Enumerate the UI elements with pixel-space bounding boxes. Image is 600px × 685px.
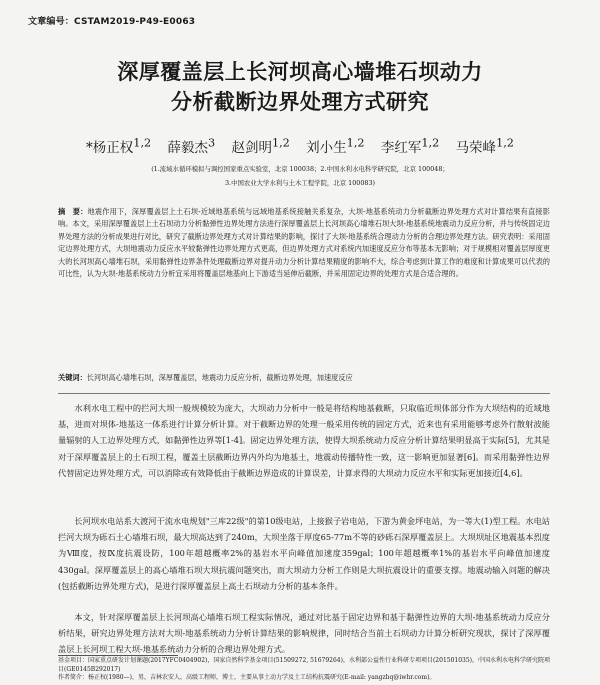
author: 刘小生$^{1,2}$ xyxy=(306,136,365,156)
paragraph: 本文，针对深厚覆盖层上长河坝高心墙堆石坝工程实际情况，通过对比基于固定边界和基于黏弹性边界的大坝-地基系统动力反应分析结果，研究边界处理方法对大坝-地基系统动力分析计算结果的影响规律，同时结合当前土石坝动力计算分析研究现状，探讨了深厚覆盖层上长河坝工程大坝-地基系统动力分析的合理边界处理方式。 xyxy=(58,612,550,655)
author: 赵剑明$^{1,2}$ xyxy=(231,136,290,156)
paragraph: 长河坝水电站系大渡河干流水电规划"三库22级"的第10级电站，上接猴子岩电站，下游为黄金坪电站，为一等大(1)型工程。水电站拦河大坝为砾石土心墙堆石坝，最大坝高达到了240m，大坝坐落于厚度65-77m不等的砂砾石深厚覆盖层上。大坝坝址区地震基本烈度为Ⅷ度，按Ⅸ度抗震设防，100年超越概率2%的基岩水平向峰值加速度359gal；100年超越概率1%的基岩水平向峰值加速度430gal。深厚覆盖层上的高心墙堆石坝大坝抗震问题突出，而大坝动力分析工作则是大坝抗震设计的重要支撑。地震动输入问题的解决(包括截断边界处理方式)，是进行深厚覆盖层上高土石坝动力分析的基本条件。 xyxy=(58,516,550,591)
keywords xyxy=(58,372,550,384)
author: *杨正权$^{1,2}$ xyxy=(86,136,152,156)
paragraph: 水利水电工程中的拦河大坝一般规模较为庞大，大坝动力分析中一般是将结构地基截断，只取临近坝体部分作为大坝结构的近域地基，进而对坝体-地基这一体系进行计算分析计算。对于截断边界的处理一般采用传统的固定方式，近来也有采用能够考虑外行散射波能量辐射的人工边界处理方式，如黏弹性边界等[1-4]。固定边界处理方法，使得大坝系统动力反应分析计算结果明显高于实际[5]，尤其是对于深厚覆盖层上的土石坝工程，覆盖土层截断边界内外均为地基土，地震动传播特性一致，这一影响更加显著[6]。而采用黏弹性边界代替固定边界处理方式，可以消除或有效降低由于截断边界造成的计算误差，计算求得的大坝动力反应水平和实际更加接近[4,6]。 xyxy=(58,403,550,478)
author-list xyxy=(0,136,600,156)
footnote-author-bio: 作者简介：杨正权(1980—)，男，吉林农安人，高级工程师，博士，主要从事土动力学及土工结构抗震研究(E-mail: yangzhq@iwhr.com)。 xyxy=(58,674,436,682)
footnote-funding: 基金项目：国家重点研发计划课题(2017YFC0404902)，国家自然科学基金项目(51509272, 51679264)，水利部公益性行业科研专项项目(201501035)，中国水利水电科学研究院项目(GE0145B292017) xyxy=(58,657,551,673)
body-text xyxy=(58,400,550,655)
affiliation-line-2: 3.中国农业大学水利与土木工程学院，北京 100083) xyxy=(224,179,376,187)
article-number: 文章编号：CSTAM2019-P49-E0063 xyxy=(28,17,196,27)
keywords-text: 长河坝高心墙堆石坝，深厚覆盖层，地震动力反应分析，截断边界处理，加速度反应 xyxy=(86,373,353,382)
keywords-label: 关键词： xyxy=(58,373,87,382)
section-divider xyxy=(58,393,550,394)
abstract-label: 摘 要： xyxy=(58,207,88,216)
paper-title-line-2: 分析截断边界处理方式研究 xyxy=(171,90,429,114)
footnote-divider xyxy=(58,655,178,656)
author: 薛毅杰$^3$ xyxy=(167,136,216,156)
affiliation-line-1: (1.流域水循环模拟与调控国家重点实验室，北京 100038；2.中国水利水电科学研究院，北京 100048； xyxy=(151,165,449,173)
author: 李红军$^{1,2}$ xyxy=(380,136,440,156)
abstract xyxy=(58,206,550,364)
footnotes xyxy=(58,657,550,683)
abstract-text: 地震作用下，深厚覆盖层上土石坝-近域地基系统与远域地基系统接触关系复杂，大坝-地基系统动力分析截断边界处理方式对计算结果有直接影响。本文，采用深厚覆盖层上土石坝动力分析黏弹性边界处理方法进行深厚覆盖层上长河坝高心墙堆石坝大坝-地基系统地震动力反应分析，并与传统固定边界处理方法的分析成果进行对比，研究了截断边界处理方式对计算结果的影响，探讨了大坝-地基系统合理动力分析的合理边界处理方法。研究表明：采用固定边界处理方式，大坝地震动力反应水平较黏弹性边界处理方式更高，但边界处理方式对系统内加速度反应分布等基本无影响；对于规模相对覆盖层厚度更大的长河坝高心墙堆石坝，采用黏弹性边界条件处理截断边界对提升动力分析计算结果精度的影响不大，综合考虑到计算工作的难度和计算成果可以代表的可比性，认为大坝-地基系统动力分析宜采用将覆盖层地基向上下游适当延伸后截断，并采用固定边界的处理方式是合适合理的。 xyxy=(58,207,550,279)
author: 马荣峰$^{1,2}$ xyxy=(455,136,514,156)
paper-title-line-1: 深厚覆盖层上长河坝高心墙堆石坝动力 xyxy=(117,60,483,84)
